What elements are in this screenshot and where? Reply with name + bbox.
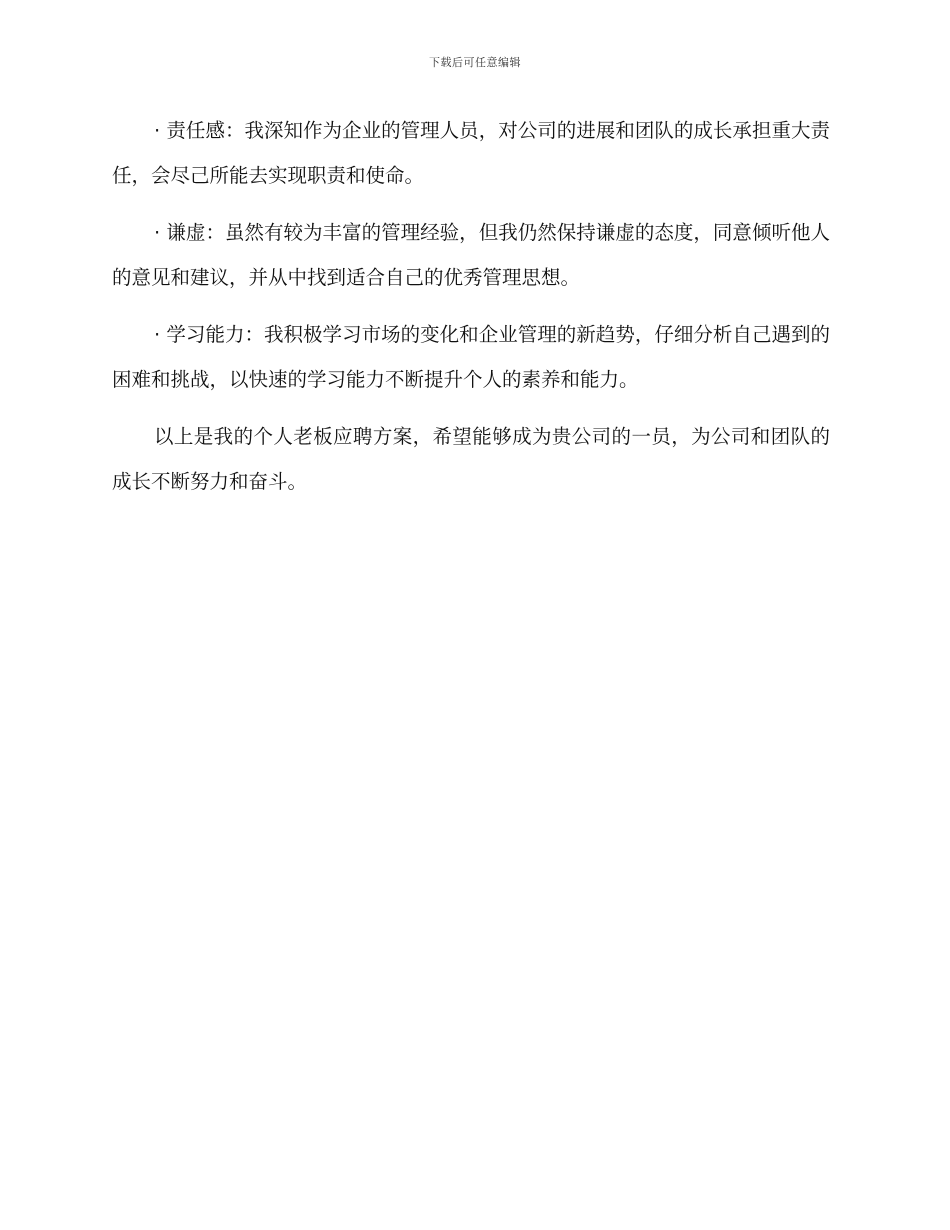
header-note: 下载后可任意编辑 bbox=[429, 56, 521, 69]
paragraph-learning-ability: · 学习能力：我积极学习市场的变化和企业管理的新趋势，仔细分析自己遇到的困难和挑战，以快速的学习能力不断提升个人的素养和能力。 bbox=[112, 323, 830, 391]
paragraph-conclusion: 以上是我的个人老板应聘方案，希望能够成为贵公司的一员，为公司和团队的成长不断努力和奋斗。 bbox=[112, 425, 830, 493]
paragraph-humility: · 谦虚：虽然有较为丰富的管理经验，但我仍然保持谦虚的态度，同意倾听他人的意见和建议，并从中找到适合自己的优秀管理思想。 bbox=[112, 221, 830, 289]
paragraph-responsibility: · 责任感：我深知作为企业的管理人员，对公司的进展和团队的成长承担重大责任，会尽己所能去实现职责和使命。 bbox=[112, 119, 830, 187]
document-body bbox=[112, 108, 830, 516]
